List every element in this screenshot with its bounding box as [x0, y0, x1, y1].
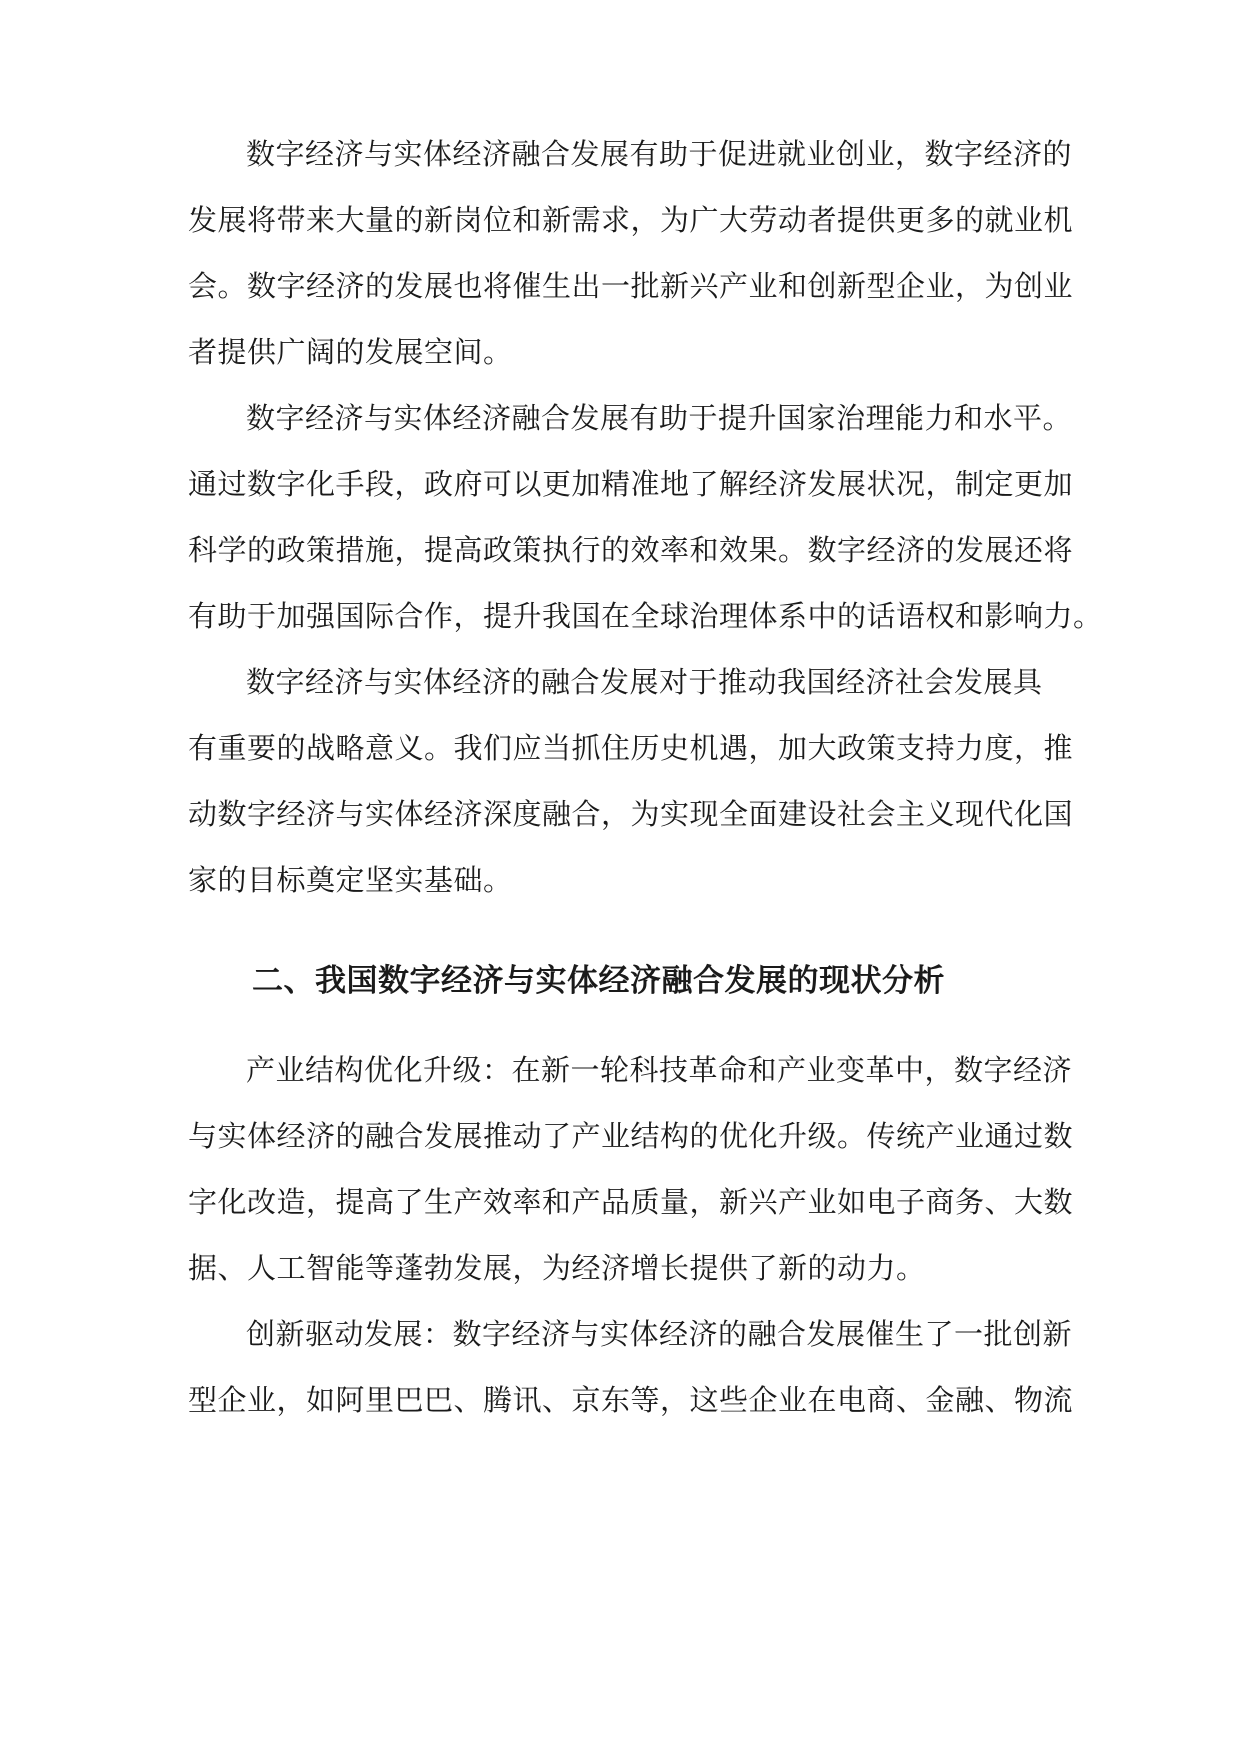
paragraph-2-line-2: 通过数字化手段，政府可以更加精准地了解经济发展状况，制定更加	[188, 467, 1074, 501]
section-paragraph-1-line-1: 产业结构优化升级：在新一轮科技革命和产业变革中，数字经济	[246, 1053, 1073, 1087]
section-paragraph-2-line-2: 型企业，如阿里巴巴、腾讯、京东等，这些企业在电商、金融、物流	[188, 1383, 1074, 1417]
paragraph-2-line-3: 科学的政策措施，提高政策执行的效率和效果。数字经济的发展还将	[188, 533, 1074, 567]
paragraph-3-line-3: 动数字经济与实体经济深度融合，为实现全面建设社会主义现代化国	[188, 797, 1074, 831]
paragraph-1-line-3: 会。数字经济的发展也将催生出一批新兴产业和创新型企业，为创业	[188, 269, 1074, 303]
paragraph-2-line-4: 有助于加强国际合作，提升我国在全球治理体系中的话语权和影响力。	[188, 599, 1103, 633]
section-paragraph-1-line-2: 与实体经济的融合发展推动了产业结构的优化升级。传统产业通过数	[188, 1119, 1074, 1153]
paragraph-3-line-2: 有重要的战略意义。我们应当抓住历史机遇，加大政策支持力度，推	[188, 731, 1074, 765]
paragraph-3-line-1: 数字经济与实体经济的融合发展对于推动我国经济社会发展具	[246, 665, 1043, 699]
paragraph-1-line-2: 发展将带来大量的新岗位和新需求，为广大劳动者提供更多的就业机	[188, 203, 1074, 237]
paragraph-1-line-1: 数字经济与实体经济融合发展有助于促进就业创业，数字经济的	[246, 137, 1073, 171]
section-paragraph-2-line-1: 创新驱动发展：数字经济与实体经济的融合发展催生了一批创新	[246, 1317, 1073, 1351]
paragraph-1-line-4: 者提供广阔的发展空间。	[188, 335, 513, 369]
paragraph-2-line-1: 数字经济与实体经济融合发展有助于提升国家治理能力和水平。	[246, 401, 1073, 435]
paragraph-3-line-4: 家的目标奠定坚实基础。	[188, 863, 513, 897]
section-paragraph-1-line-4: 据、人工智能等蓬勃发展，为经济增长提供了新的动力。	[188, 1251, 926, 1285]
section-heading: 二、我国数字经济与实体经济融合发展的现状分析	[252, 963, 945, 999]
section-paragraph-1-line-3: 字化改造，提高了生产效率和产品质量，新兴产业如电子商务、大数	[188, 1185, 1074, 1219]
